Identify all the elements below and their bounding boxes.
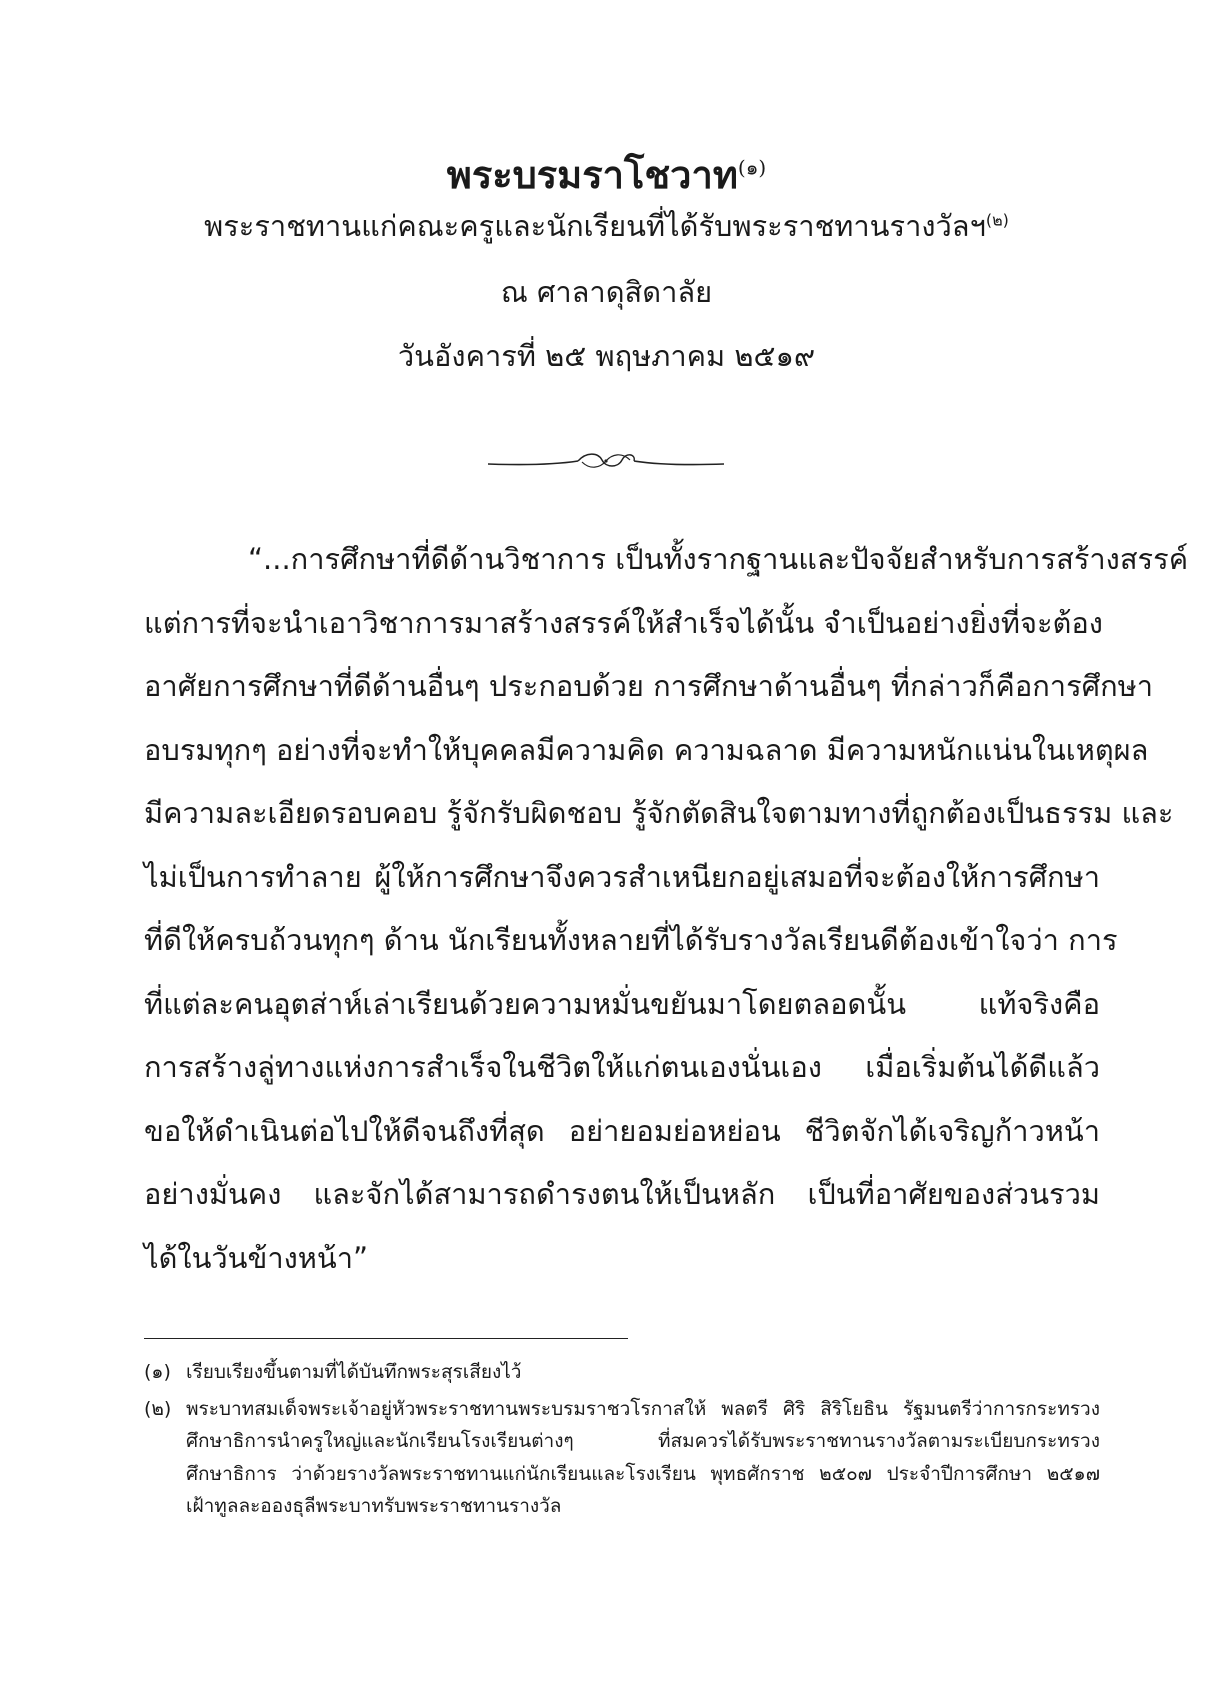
quote-line: ขอให้ดำเนินต่อไปให้ดีจนถึงที่สุด อย่ายอมย่อหย่อน ชีวิตจักได้เจริญก้าวหน้า bbox=[144, 1113, 1100, 1148]
subtitle bbox=[0, 206, 1213, 246]
quote-line: อบรมทุกๆ อย่างที่จะทำให้บุคคลมีความคิด ความฉลาด มีความหนักแน่นในเหตุผล bbox=[144, 732, 1149, 767]
footnote-1 bbox=[144, 1356, 1100, 1389]
quote-line: ที่แต่ละคนอุตส่าห์เล่าเรียนด้วยความหมั่นขยันมาโดยตลอดนั้น แท้จริงคือ bbox=[144, 986, 1100, 1021]
venue-line: ณ ศาลาดุสิดาลัย bbox=[500, 275, 713, 309]
footnote-line: ศึกษาธิการนำครูใหญ่และนักเรียนโรงเรียนต่างๆ ที่สมควรได้รับพระราชทานรางวัลตามระเบียบกระทรวง bbox=[186, 1430, 1100, 1452]
quote-line: “...การศึกษาที่ดีด้านวิชาการ เป็นทั้งรากฐานและปัจจัยสำหรับการสร้างสรรค์ bbox=[248, 542, 1189, 576]
subtitle-footnote-ref: (๒) bbox=[985, 210, 1009, 230]
subtitle-text: พระราชทานแก่คณะครูและนักเรียนที่ได้รับพระราชทานรางวัลฯ bbox=[204, 209, 986, 243]
page-title bbox=[0, 150, 1213, 200]
footnote-line: เรียบเรียงขึ้นตามที่ได้บันทึกพระสุรเสียงไว้ bbox=[186, 1361, 522, 1383]
footnote-line: ศึกษาธิการ ว่าด้วยรางวัลพระราชทานแก่นักเรียนและโรงเรียน พุทธศักราช ๒๕๐๗ ประจำปีการศึกษา ๒๕๑๗ bbox=[186, 1462, 1100, 1485]
quote-line: ไม่เป็นการทำลาย ผู้ให้การศึกษาจึงควรสำเหนียกอยู่เสมอที่จะต้องให้การศึกษา bbox=[144, 859, 1100, 894]
footnote-2 bbox=[144, 1393, 1100, 1523]
quote-line: มีความละเอียดรอบคอบ รู้จักรับผิดชอบ รู้จักตัดสินใจตามทางที่ถูกต้องเป็นธรรม และ bbox=[144, 796, 1174, 830]
title-text: พระบรมราโชวาท bbox=[446, 152, 738, 197]
footnote-line: พระบาทสมเด็จพระเจ้าอยู่หัวพระราชทานพระบรมราชวโรกาสให้ พลตรี ศิริ สิริโยธิน รัฐมนตรีว่าการกระทรวง bbox=[186, 1397, 1100, 1420]
footnote-text bbox=[186, 1393, 1100, 1523]
date-line: วันอังคารที่ ๒๕ พฤษภาคม ๒๕๑๙ bbox=[397, 339, 816, 373]
quote-line: อย่างมั่นคง และจักได้สามารถดำรงตนให้เป็นหลัก เป็นที่อาศัยของส่วนรวม bbox=[144, 1177, 1100, 1211]
footnotes bbox=[144, 1356, 1100, 1523]
footnote-text bbox=[186, 1356, 1100, 1389]
flourish-ornament bbox=[486, 448, 726, 474]
speech-quote bbox=[144, 528, 1189, 1290]
footnote-number: (๑) bbox=[144, 1361, 171, 1383]
quote-line: ที่ดีให้ครบถ้วนทุกๆ ด้าน นักเรียนทั้งหลายที่ได้รับรางวัลเรียนดีต้องเข้าใจว่า การ bbox=[144, 923, 1118, 957]
footnote-divider bbox=[144, 1338, 628, 1339]
quote-line: การสร้างลู่ทางแห่งการสำเร็จในชีวิตให้แก่ตนเองนั่นเอง เมื่อเริ่มต้นได้ดีแล้ว bbox=[144, 1050, 1100, 1084]
title-footnote-ref: (๑) bbox=[737, 155, 767, 180]
footnote-number: (๒) bbox=[144, 1397, 172, 1420]
footnote-line: เฝ้าทูลละอองธุลีพระบาทรับพระราชทานรางวัล bbox=[186, 1495, 562, 1517]
quote-line: อาศัยการศึกษาที่ดีด้านอื่นๆ ประกอบด้วย การศึกษาด้านอื่นๆ ที่กล่าวก็คือการศึกษา bbox=[144, 669, 1154, 703]
quote-line: ได้ในวันข้างหน้า” bbox=[144, 1240, 369, 1275]
quote-line: แต่การที่จะนำเอาวิชาการมาสร้างสรรค์ให้สำเร็จได้นั้น จำเป็นอย่างยิ่งที่จะต้อง bbox=[144, 605, 1103, 640]
